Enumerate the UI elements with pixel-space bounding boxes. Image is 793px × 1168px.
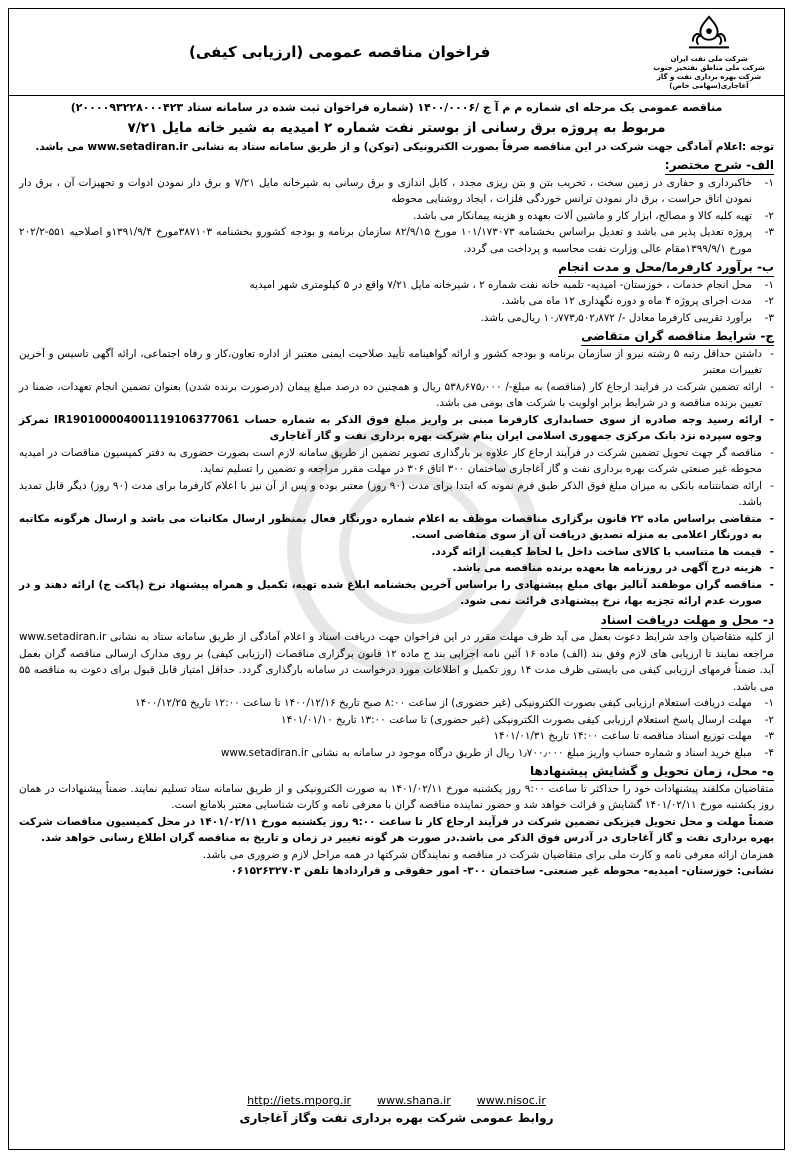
section-e-paragraph-1: متقاضیان مکلفند پیشنهادات خود را حداکثر تا ساعت ۹:۰۰ روز یکشنبه مورخ ۱۴۰۱/۰۲/۱۱ به صورت الکترونیکی و از طریق سامانه ستاد تسلیم نمایند. ضمناً پیشنهادات در همان روز یکشنبه مورخ ۱۴۰۱/۰۲/۱۱ گشایش و قرائت خواهد شد و حضور نماینده مناقصه گران با معرفی نامه و کارت شناسایی معتبر بلامانع است. (19, 782, 774, 811)
list-item: ۴- مبلغ خرید اسناد و شماره حساب واریز مبلغ ۱٫۷۰۰٫۰۰۰ ریال از طریق درگاه موجود در سامانه به نشانی www.setadiran.ir (220, 746, 774, 759)
list-item: ۱- مهلت دریافت استعلام ارزیابی کیفی بصورت الکترونیکی (غیر حضوری) از ساعت ۸:۰۰ صبح تاریخ ۱۴۰۰/۱۲/۱۶ تا ساعت ۱۲:۰۰ تاریخ ۱۴۰۰/۱۲/۲۵ (135, 697, 774, 709)
logo-line-1: شرکت ملی نفت ایران (670, 55, 748, 63)
notice-footer (9, 1094, 784, 1125)
list-item: ۱- خاکبرداری و حفاری در زمین سخت ، تخریب بتن و بتن ریزی مجدد ، کابل اندازی و برق رسانی به شیرخانه مایل ۷/۲۱ و برق دار نمودن ادوات و تجهیزات آن ، برق دار نمودن اتاق حراست ، برق دار نمودن ترانس خوردگی فلزات ، ایجاد روشنایی محوطه (19, 176, 774, 205)
list-item: ۲- مدت اجرای پروژه ۴ ماه و دوره نگهداری ۱۲ ماه می باشد. (501, 295, 774, 307)
list-item: - ارائه تضمین شرکت در فرایند ارجاع کار (مناقصه) به مبلغ-/ ۵۳۸٫۶۷۵٫۰۰۰ ریال و همچنین ده درصد مبلغ پیمان (درصورت برنده شدن) بعنوان تضمین انجام تعهدات، ضمنا در تعیین برنده مناقصه و در شرایط برابر اولویت با شرکت های بومی می باشد. (19, 380, 774, 409)
list-item: ۳- برآورد تقریبی کارفرما معادل -/ ۱۰٫۷۷۳٫۵۰۲٫۸۷۲ ریال‌می باشد. (480, 311, 774, 324)
list-item: - داشتن حداقل رتبه ۵ رشته نیرو از سازمان برنامه و بودجه کشور و ارائه گواهینامه تأیید صلاحیت ایمنی معتبر از اداره تعاون،کار و رفاه اجتماعی، ارائه آگهی تاسیس و آخرین تغییرات معتبر (19, 347, 774, 376)
section-e-paragraph-3: همزمان ارائه معرفی نامه و کارت ملی برای متقاضیان شرکت در مناقصه و نمایندگان شرکتها در همه مراحل لازم و ضروری می باشد. (202, 848, 774, 861)
section-d-title: د- محل و مهلت دریافت اسناد (601, 612, 774, 630)
public-relations-signature: روابط عمومی شرکت بهره برداری نفت وگاز آغاجاری (239, 1111, 554, 1125)
list-item: - متقاضی براساس ماده ۲۲ قانون برگزاری مناقصات موظف به اعلام شماره دورنگار فعال بمنظور ارسال مکاتبات می باشد و ارسال هرگونه مکاتبه به دورنگار اعلامی به منزله تصدیق دریافت آن از سوی متقاضی است. (19, 512, 774, 541)
list-item: ۱- محل انجام خدمات ، خوزستان- امیدیه- تلمبه خانه نفت شماره ۲ ، شیرخانه مایل ۷/۲۱ واقع در ۵ کیلومتری شهر امیدیه (249, 278, 774, 291)
list-item: ۲- مهلت ارسال پاسخ استعلام ارزیابی کیفی بصورت الکترونیکی (غیر حضوری) تا ساعت ۱۳:۰۰ تاریخ ۱۴۰۱/۰۱/۱۰ (281, 713, 774, 726)
list-item: - قیمت ها متناسب با کالای ساخت داخل با لحاظ کیفیت ارائه گردد. (431, 545, 774, 558)
tender-notice-page (8, 8, 785, 1150)
logo-line-2: شرکت ملی مناطق نفتخیز جنوب (653, 64, 765, 72)
footer-link-iets[interactable]: http://iets.mporg.ir (247, 1094, 352, 1107)
section-e-title: ه- محل، زمان تحویل و گشایش پیشنهادها (530, 763, 774, 781)
list-item: ۲- تهیه کلیه کالا و مصالح، ابزار کار و ماشین آلات بعهده و هزینه پیمانکار می باشد. (413, 209, 774, 222)
company-logo (644, 13, 774, 91)
list-item: - مناقصه گر جهت تحویل تضمین شرکت در فرآیند ارجاع کار علاوه بر بارگذاری تصویر تضمین از طریق سامانه لازم است بصورت حضوری به دفتر کمیسیون مناقصات در امیدیه محوطه غیر صنعتی شرکت بهره برداری نفت و گاز آغاجاری ساختمان ۳۰۰ اتاق ۳۰۶ در مهلت مقرر مراجعه و تضمین را تسلیم نماید. (19, 446, 774, 475)
section-e-paragraph-2: ضمناً مهلت و محل تحویل فیزیکی تضمین شرکت در فرآیند ارجاع کار تا ساعت ۹:۰۰ روز یکشنبه مورخ ۱۴۰۱/۰۲/۱۱ در محل کمیسیون مناقصات شرکت بهره برداری نفت و گاز آغاجاری در آدرس فوق الذکر می باشد.در صورت هر گونه تغییر در زمان و تاریخ به مناقصه گران اطلاع رسانی خواهد شد. (19, 815, 774, 844)
list-item: - مناقصه گران موظفند آنالیز بهای مبلغ پیشنهادی را براساس آخرین بخشنامه ابلاغ شده تهیه، تکمیل و همراه پیشنهاد نرخ (پاکت ج) ارائه دهند و در صورت عدم ارائه تجزیه بها، نرخ پیشنهادی قرائت نمی شود. (19, 578, 774, 607)
contact-address: نشانی: خوزستان- امیدیه- محوطه غیر صنعتی- ساختمان ۳۰۰- امور حقوقی و قراردادها تلفن ۰۶۱۵۲۶۳۲۷۰۳ (230, 865, 774, 877)
section-b-title: ب- برآورد کارفرما/محل و مدت انجام (558, 259, 774, 277)
logo-line-3: شرکت بهره برداری نفت و گاز آغاجاری(سهامی خاص) (656, 73, 762, 90)
footer-links (9, 1094, 784, 1107)
section-d (19, 610, 774, 762)
footer-link-shana[interactable]: www.shana.ir (377, 1094, 451, 1107)
section-b (19, 257, 774, 326)
notice-header (9, 9, 784, 96)
section-c (19, 326, 774, 610)
list-item: ۳- پروژه تعدیل پذیر می باشد و تعدیل براساس بخشنامه ۱۰۱/۱۷۳۰۷۳ مورخ ۸۲/۹/۱۵ سازمان برنامه و بودجه کشورو بخشنامه ۳۸۷۱۰۳مورخ ۱۳۹۱/۹/۴و اصلاحیه ۵۵۱-۲۰۲/۲ مورخ ۱۳۹۹/۹/۱مقام عالی وزارت نفت محاسبه و پرداخت می گردد. (19, 226, 774, 255)
list-item: - ارائه ضمانتنامه بانکی به میزان مبلغ فوق الذکر طبق فرم نمونه که ابتدا برای مدت (۹۰ روز) معتبر بوده و پس از آن نیز با اعلام کارفرما برای مدت (۹۰ روز) دیگر قابل تمدید باشد. (19, 479, 774, 508)
project-title: مربوط به پروژه برق رسانی از بوستر نفت شماره ۲ امیدیه به شیر خانه مایل ۷/۲۱ (127, 119, 666, 136)
footer-link-nisoc[interactable]: www.nisoc.ir (476, 1094, 546, 1107)
tender-number-line: مناقصه عمومی یک مرحله ای شماره م م آ ج /۱۴۰۰/۰۰۰۶ (شماره فراخوان ثبت شده در سامانه ستاد ۲۰۰۰۰۹۳۲۲۸۰۰۰۴۲۳) (70, 101, 723, 114)
section-e (19, 761, 774, 880)
section-c-title: ج- شرایط مناقصه گران متقاضی (581, 328, 774, 346)
notice-body (9, 96, 784, 880)
list-item: - هزینه درج آگهی در روزنامه ها بعهده برنده مناقصه می باشد. (452, 562, 774, 574)
notice-title: فراخوان مناقصه عمومی (ارزیابی کیفی) (189, 43, 491, 61)
nioc-logo-icon (678, 13, 740, 55)
section-d-paragraph: از کلیه متقاضیان واجد شرایط دعوت بعمل می آید ظرف مهلت مقرر در این فراخوان جهت دریافت اسناد و اعلام آمادگی از طریق سامانه ستاد به نشانی www.setadiran.ir مراجعه نمایند تا ارزیابی های لازم وفق بند (الف) ماده ۱۶ آئین نامه اجرایی بند ج ماده ۱۲ قانون برگزاری مناقصات (ارزیابی کیفی) بر روی مدارک ارسالی مناقصه گران بعمل آید. ضمناً فرمهای ارزیابی کیفی می بایستی ظرف مدت ۱۴ روز تکمیل و اطلاعات مورد درخواست در سامانه بارگذاری گردد. حداقل امتیاز قابل قبول برای دعوت به مناقصه ۵۵ می باشد. (19, 631, 774, 693)
section-a (19, 155, 774, 257)
attention-note: توجه :اعلام آمادگی جهت شرکت در این مناقصه صرفاً بصورت الکترونیکی (توکن) و از طریق سامانه ستاد به نشانی www.setadiran.ir می باشد. (35, 140, 774, 153)
list-item: - ارائه رسید وجه صادره از سوی حسابداری کارفرما مبنی بر واریز مبلغ فوق الذکر به شماره حساب IR190100004001119106377061 تمرکز وجوه سپرده نزد بانک مرکزی جمهوری اسلامی ایران بنام شرکت بهره برداری نفت و گاز آغاجاری (19, 413, 774, 442)
section-a-title: الف- شرح مختصر: (665, 157, 774, 175)
list-item: ۳- مهلت توزیع اسناد مناقصه تا ساعت ۱۴:۰۰ تاریخ ۱۴۰۱/۰۱/۳۱ (493, 730, 774, 742)
